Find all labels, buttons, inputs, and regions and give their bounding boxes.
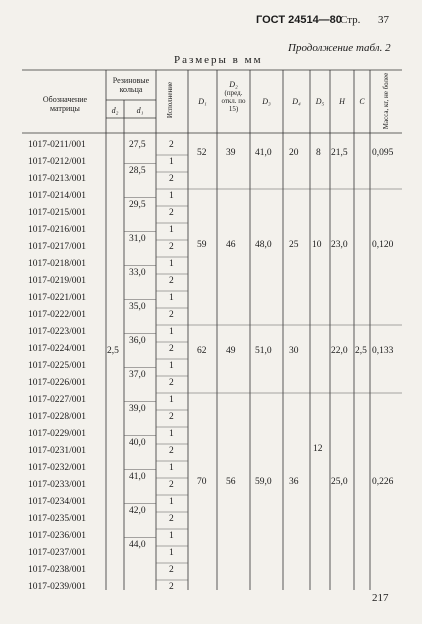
row-code: 1017-0231/001 (28, 446, 87, 456)
row-code: 1017-0213/001 (28, 174, 87, 184)
row-code: 1017-0215/001 (28, 208, 87, 218)
g1-mass: 0,095 (372, 148, 394, 158)
row-code: 1017-0214/001 (28, 191, 87, 201)
row-execution: 2 (169, 208, 174, 218)
g3-D3: 51,0 (255, 346, 272, 356)
g1-H: 21,5 (331, 148, 348, 158)
row-execution: 2 (169, 480, 174, 490)
d1-value: 33,0 (129, 267, 146, 278)
g4-D5: 12 (313, 444, 323, 454)
row-execution: 2 (169, 412, 174, 422)
d2-value: 2,5 (107, 346, 119, 356)
row-execution: 2 (169, 378, 174, 388)
header-rubber-rings: Резиновые кольца (112, 76, 150, 94)
d1-value: 27,5 (129, 140, 146, 150)
g3-D4: 30 (289, 346, 299, 356)
g3-H: 22,0 (331, 346, 348, 356)
g4-D4: 36 (289, 477, 299, 487)
header-D3: D₃ (262, 97, 271, 106)
header-D2: D₂ (229, 80, 238, 89)
d1-value: 35,0 (129, 301, 146, 312)
row-execution: 1 (169, 497, 174, 507)
document-code: ГОСТ 24514—80 (256, 14, 342, 26)
table-continuation-caption: Продолжение табл. 2 (288, 42, 391, 54)
g2-H: 23,0 (331, 240, 348, 250)
row-code: 1017-0234/001 (28, 497, 87, 507)
page-number: 37 (378, 14, 389, 26)
g3-D2: 49 (226, 346, 236, 356)
g3-C: 2,5 (355, 346, 367, 356)
g2-D4: 25 (289, 240, 299, 250)
g1-D4: 20 (289, 148, 299, 158)
footer-page-number: 217 (372, 592, 389, 604)
row-code: 1017-0227/001 (28, 395, 87, 405)
row-code: 1017-0239/001 (28, 582, 87, 592)
g2-mass: 0,120 (372, 240, 394, 250)
row-code: 1017-0225/001 (28, 361, 87, 371)
header-designation: Обозначение матрицы (42, 95, 88, 113)
header-H: H (339, 97, 345, 106)
row-execution: 2 (169, 174, 174, 184)
row-execution: 1 (169, 463, 174, 473)
row-execution: 1 (169, 191, 174, 201)
g2-D5: 10 (312, 240, 322, 250)
header-C: C (359, 97, 365, 106)
header-d2: d₂ (111, 106, 119, 115)
row-code: 1017-0222/001 (28, 310, 87, 320)
row-code: 1017-0212/001 (28, 157, 87, 167)
g4-D1: 70 (197, 477, 207, 487)
row-code: 1017-0223/001 (28, 327, 87, 337)
header-D2-note: (пред. откл. по 15) (221, 89, 246, 113)
d1-value: 44,0 (129, 539, 146, 550)
d1-value: 36,0 (129, 335, 146, 346)
g2-D1: 59 (197, 240, 207, 250)
d1-value: 42,0 (129, 505, 146, 516)
row-execution: 2 (169, 140, 174, 150)
g1-D3: 41,0 (255, 148, 272, 158)
row-code: 1017-0235/001 (28, 514, 87, 524)
row-execution: 1 (169, 429, 174, 439)
g4-H: 25,0 (331, 477, 348, 487)
g1-D1: 52 (197, 148, 207, 158)
row-code: 1017-0229/001 (28, 429, 87, 439)
row-code: 1017-0228/001 (28, 412, 87, 422)
row-code: 1017-0218/001 (28, 259, 87, 269)
header-D1: D₁ (198, 97, 207, 106)
header-d1: d₁ (136, 106, 144, 115)
row-code: 1017-0238/001 (28, 565, 87, 575)
page-label: Стр. (340, 14, 361, 26)
g2-D2: 46 (226, 240, 236, 250)
row-code: 1017-0233/001 (28, 480, 87, 490)
row-execution: 2 (169, 344, 174, 354)
g3-D1: 62 (197, 346, 207, 356)
d1-value: 31,0 (129, 233, 146, 244)
header-D5: D₅ (315, 97, 325, 106)
d1-value: 28,5 (129, 165, 146, 176)
row-execution: 1 (169, 157, 174, 167)
row-execution: 1 (169, 225, 174, 235)
row-code: 1017-0226/001 (28, 378, 87, 388)
units-title: Размеры в мм (174, 54, 263, 66)
row-execution: 1 (169, 361, 174, 371)
d1-value: 41,0 (129, 471, 146, 482)
d1-value: 29,5 (129, 199, 146, 210)
row-execution: 1 (169, 395, 174, 405)
row-execution: 1 (169, 548, 174, 558)
row-code: 1017-0237/001 (28, 548, 87, 558)
row-execution: 2 (169, 565, 174, 575)
header-execution: Исполнение (166, 81, 174, 119)
d1-value: 39,0 (129, 403, 146, 414)
header-D4: D₄ (292, 97, 301, 106)
row-execution: 2 (169, 514, 174, 524)
row-execution: 1 (169, 327, 174, 337)
header-mass: Масса, кг, не более (382, 72, 390, 130)
row-code: 1017-0219/001 (28, 276, 87, 286)
row-execution: 2 (169, 242, 174, 252)
row-execution: 2 (169, 446, 174, 456)
row-execution: 2 (169, 582, 174, 592)
row-execution: 2 (169, 276, 174, 286)
row-code: 1017-0232/001 (28, 463, 87, 473)
row-code: 1017-0216/001 (28, 225, 87, 235)
row-code: 1017-0221/001 (28, 293, 87, 303)
g2-D3: 48,0 (255, 240, 272, 250)
row-code: 1017-0211/001 (28, 140, 86, 150)
g1-D2: 39 (226, 148, 236, 158)
row-execution: 1 (169, 531, 174, 541)
g4-mass: 0,226 (372, 477, 394, 487)
d1-value: 37,0 (129, 369, 146, 380)
g4-D2: 56 (226, 477, 236, 487)
row-code: 1017-0224/001 (28, 344, 87, 354)
row-execution: 1 (169, 259, 174, 269)
d1-value: 40,0 (129, 437, 146, 448)
row-execution: 2 (169, 310, 174, 320)
row-execution: 1 (169, 293, 174, 303)
row-code: 1017-0236/001 (28, 531, 87, 541)
g1-D5: 8 (316, 148, 321, 158)
g4-D3: 59,0 (255, 477, 272, 487)
g3-mass: 0,133 (372, 346, 394, 356)
row-code: 1017-0217/001 (28, 242, 87, 252)
